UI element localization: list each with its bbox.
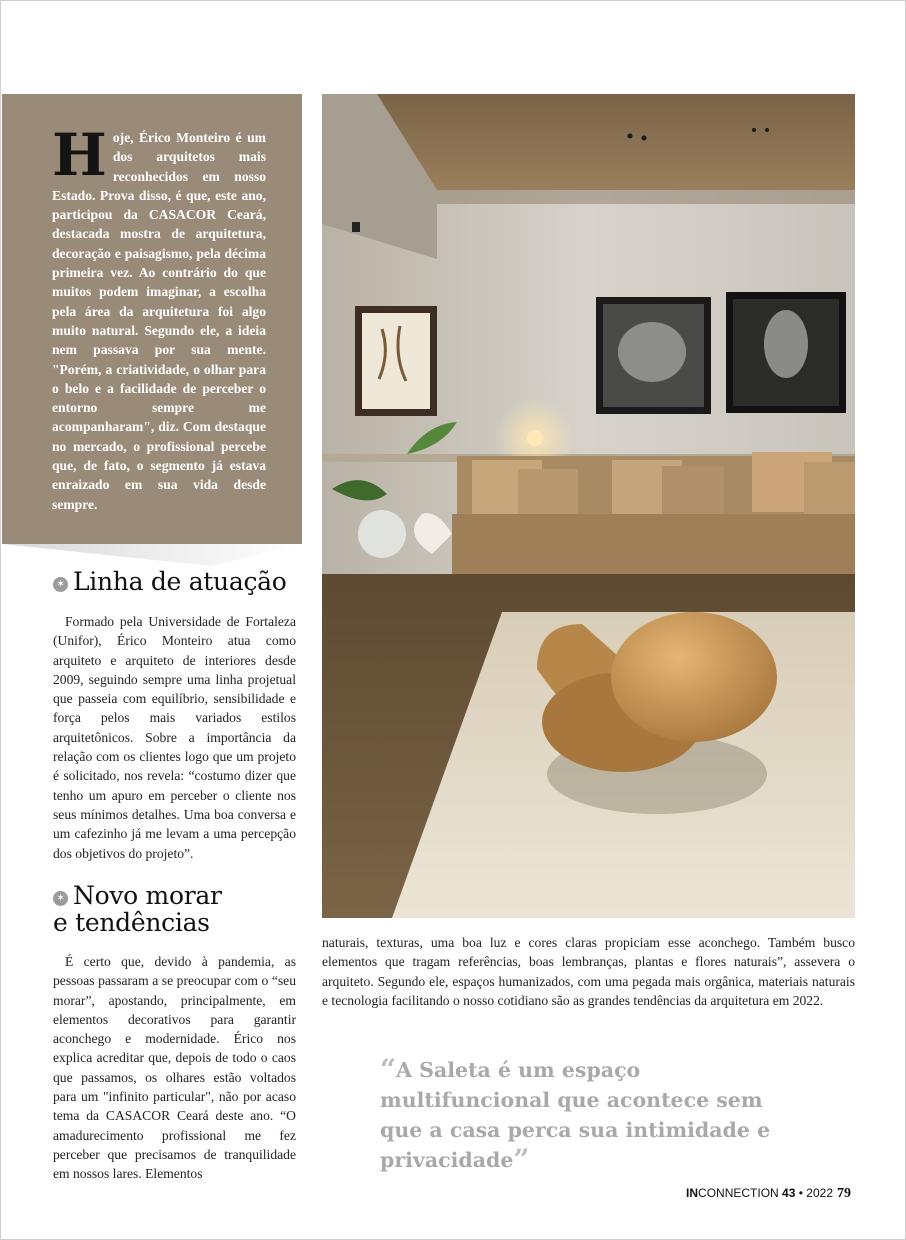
drop-cap: H xyxy=(52,121,107,189)
open-quote-mark: “ xyxy=(380,1053,397,1086)
section-heading-novo-morar xyxy=(53,882,222,936)
issue-number: 43 xyxy=(782,1186,796,1200)
section-heading-linha xyxy=(53,568,287,595)
intro-paragraph xyxy=(52,121,266,514)
page-footer xyxy=(686,1186,851,1202)
section-title-line1: Novo morar xyxy=(73,881,222,910)
issue-year: 2022 xyxy=(806,1186,833,1200)
section2-text: É certo que, devido à pandemia, as pessoas passaram a se preocupar com o “seu morar”, apostando, principalmente, em elementos decorativos para garantir aconchego e modernidade. Érico nos explica acreditar que, depois de todo o caos que passamos, os olhares estão voltados para um "infinito particular", não por acaso tema da CASACOR Ceará deste ano. “O amadurecimento profissional me fez perceber que precisamos de tranquilidade em nossos lares. Elementos xyxy=(53,954,296,1182)
pull-quote-text: A Saleta é um espaço multifuncional que acontece sem que a casa perca sua intimidade e privacidade xyxy=(380,1058,771,1172)
page-number: 79 xyxy=(837,1186,851,1201)
intro-text: oje, Érico Monteiro é um dos arquitetos mais reconhecidos em nosso Estado. Prova disso, é que, este ano, participou da CASACOR Ceará, destacada mostra de arquitetura, decoração e paisagismo, pela décima primeira vez. Ao contrário do que muitos podem imaginar, a escolha pela área da arquitetura foi algo muito natural. Segundo ele, a ideia nem passava por sua mente. "Porém, a criatividade, o olhar para o belo e a facilidade de perceber o entorno sempre me acompanharam", diz. Com destaque no mercado, o profissional percebe que, de fato, o segmento já estava enraizado em sua vida desde sempre. xyxy=(52,130,266,512)
pull-quote xyxy=(380,1055,800,1175)
decorative-wedge xyxy=(2,544,302,566)
brand-in: IN xyxy=(686,1186,699,1200)
section1-text: Formado pela Universidade de Fortaleza (Unifor), Érico Monteiro atua como arquiteto e arquiteto de interiores desde 2009, seguindo sempre uma linha projetual que passeia com equilíbrio, sensibilidade e força pelos mais variados estilos arquitetônicos. Sobre a importância da relação com os clientes logo que um projeto é solicitado, nos revela: “costumo dizer que tenho um apuro em perceber o cliente nos seus mínimos detalhes. Uma boa conversa e um cafezinho já me levam a uma percepção dos objetivos do projeto”. xyxy=(53,614,296,861)
footer-separator: • xyxy=(798,1186,803,1200)
star-icon: ✶ xyxy=(53,577,68,592)
section2-continuation: naturais, texturas, uma boa luz e cores claras propiciam esse aconchego. Também busco elementos que tragam referências, boas lembranças, plantas e flores naturais”, assevera o arquiteto. Segundo ele, espaços humanizados, com uma pegada mais orgânica, materiais naturais e tecnologia facilitando o nosso cotidiano são as grandes tendências da arquitetura em 2022. xyxy=(322,935,855,1008)
section-title-line2: e tendências xyxy=(53,908,210,937)
section-title: Linha de atuação xyxy=(73,567,287,596)
star-icon: ✶ xyxy=(53,891,68,906)
interior-photo xyxy=(322,94,855,918)
brand-rest: CONNECTION xyxy=(698,1186,779,1200)
section2-paragraph xyxy=(53,952,296,1184)
close-quote-mark: ” xyxy=(513,1143,530,1176)
section1-paragraph xyxy=(53,612,296,863)
